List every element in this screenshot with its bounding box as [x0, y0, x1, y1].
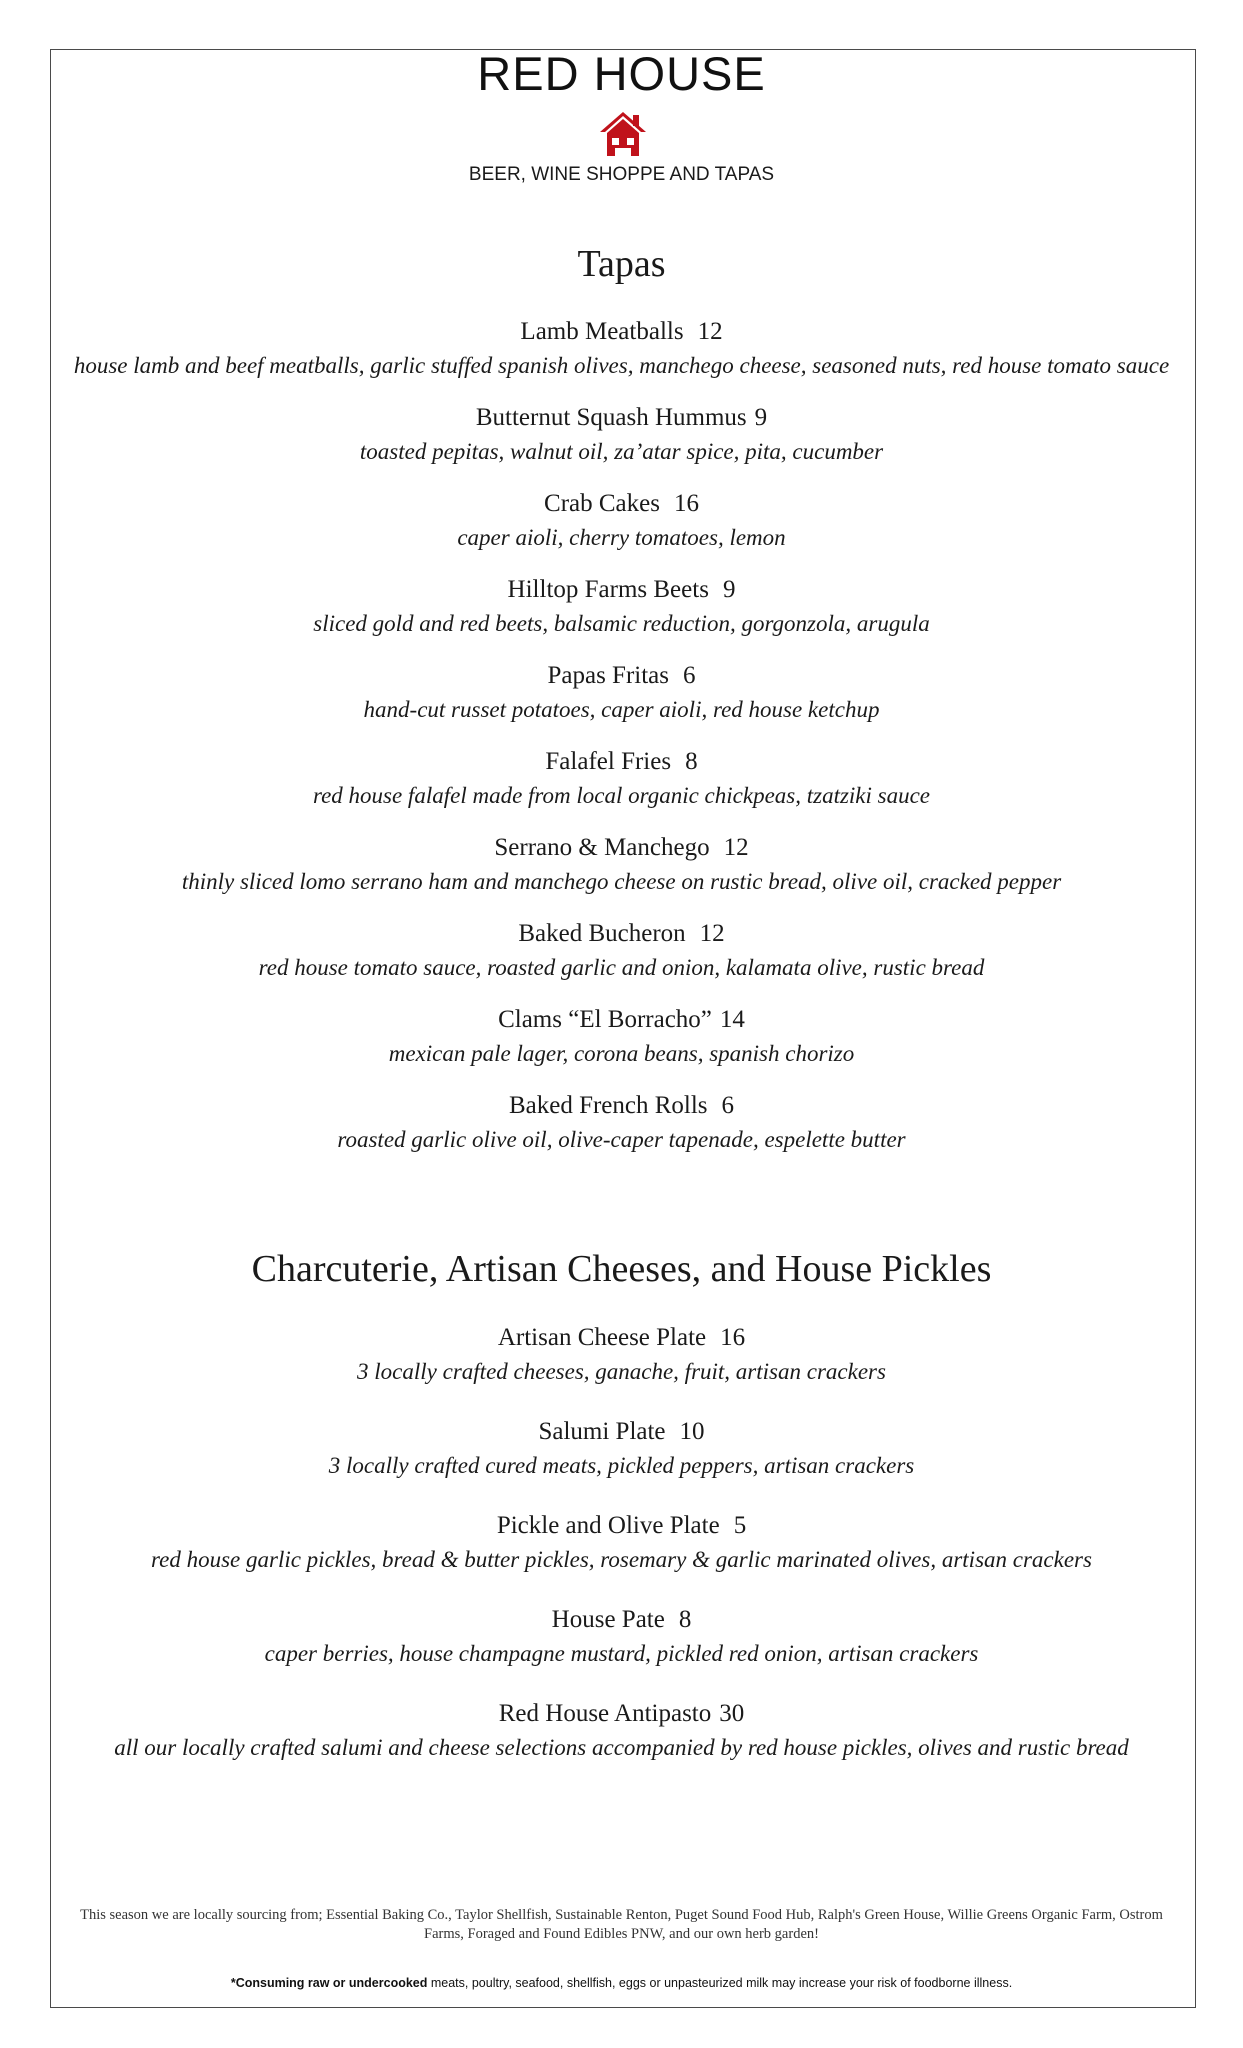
menu-item-price: 14: [719, 1006, 745, 1033]
menu-item-name: Pickle and Olive Plate 5: [496, 1512, 747, 1539]
menu-item-description: toasted pepitas, walnut oil, za’atar spice, pita, cucumber: [359, 439, 884, 464]
menu-item-price: 10: [679, 1418, 705, 1445]
menu-item-price: 8: [685, 748, 698, 775]
menu-item-price: 12: [723, 834, 749, 861]
menu-item-description: thinly sliced lomo serrano ham and manchego cheese on rustic bread, olive oil, cracked pepper: [181, 869, 1062, 894]
menu-item-price: 16: [673, 490, 699, 517]
menu-item-price: 6: [683, 662, 696, 689]
menu-item-name: Lamb Meatballs 12: [520, 318, 723, 345]
restaurant-name: RED HOUSE: [477, 47, 766, 100]
menu-item-description: 3 locally crafted cured meats, pickled peppers, artisan crackers: [328, 1453, 915, 1478]
menu-item-price: 9: [722, 576, 736, 603]
menu-item-description: red house garlic pickles, bread & butter pickles, rosemary & garlic marinated olives, artisan crackers: [151, 1547, 1092, 1572]
menu-item-name: Serrano & Manchego 12: [494, 834, 749, 861]
menu-item-description: caper berries, house champagne mustard, pickled red onion, artisan crackers: [264, 1641, 979, 1666]
menu-item-description: sliced gold and red beets, balsamic reduction, gorgonzola, arugula: [313, 611, 930, 636]
red-house-icon: [598, 110, 648, 158]
menu-item-price: 12: [699, 920, 725, 947]
menu-item-name: Clams “El Borracho” 14: [498, 1006, 745, 1033]
menu-item-name: Butternut Squash Hummus 9: [475, 404, 768, 431]
sourcing-note: This season we are locally sourcing from; Essential Baking Co., Taylor Shellfish, Sustainable Renton, Puget Sound Food Hub, Ralph's Green House, Willie Greens Organic Farm, Ostrom Farms, Foraged and Found Edibles PNW, and our own herb garden!: [80, 1907, 1163, 1942]
menu-item-price: 5: [733, 1512, 747, 1539]
menu-item-name: Falafel Fries 8: [545, 748, 698, 775]
menu-item-price: 8: [678, 1606, 692, 1633]
menu-item-description: red house falafel made from local organic chickpeas, tzatziki sauce: [312, 783, 931, 808]
menu-item-description: red house tomato sauce, roasted garlic and onion, kalamata olive, rustic bread: [258, 955, 985, 980]
menu-item-price: 30: [719, 1700, 745, 1727]
section-heading-tapas: Tapas: [577, 243, 666, 285]
menu-item-name: Baked French Rolls 6: [508, 1092, 735, 1119]
menu-item-description: roasted garlic olive oil, olive-caper tapenade, espelette butter: [337, 1127, 906, 1152]
foodborne-illness-warning: *Consuming raw or undercooked meats, poultry, seafood, shellfish, eggs or unpasteurized milk may increase your risk of foodborne illness.: [230, 1976, 1013, 1990]
menu-item-name: Hilltop Farms Beets 9: [507, 576, 736, 603]
menu-item-description: house lamb and beef meatballs, garlic stuffed spanish olives, manchego cheese, seasoned nuts, red house tomato sauce: [73, 353, 1170, 378]
menu-item-price: 6: [721, 1092, 735, 1119]
menu-item-name: Crab Cakes 16: [544, 490, 699, 517]
menu-item-price: 16: [720, 1324, 746, 1351]
section-heading-charcuterie: Charcuterie, Artisan Cheeses, and House Pickles: [251, 1248, 992, 1290]
menu-item-description: caper aioli, cherry tomatoes, lemon: [457, 525, 786, 550]
menu-item-description: all our locally crafted salumi and cheese selections accompanied by red house pickles, olives and rustic bread: [114, 1735, 1129, 1760]
restaurant-tagline: BEER, WINE SHOPPE AND TAPAS: [468, 164, 775, 185]
menu-item-name: House Pate 8: [551, 1606, 692, 1633]
menu-item-description: 3 locally crafted cheeses, ganache, fruit, artisan crackers: [357, 1359, 886, 1384]
menu-item-price: 9: [754, 404, 768, 431]
menu-item-description: mexican pale lager, corona beans, spanish chorizo: [388, 1041, 855, 1066]
menu-item-name: Artisan Cheese Plate 16: [497, 1324, 746, 1351]
menu-item-name: Salumi Plate 10: [538, 1418, 705, 1445]
menu-item-description: hand-cut russet potatoes, caper aioli, red house ketchup: [363, 697, 880, 722]
menu-item-name: Papas Fritas 6: [547, 662, 696, 689]
menu-item-name: Red House Antipasto 30: [498, 1700, 745, 1727]
menu-item-price: 12: [697, 318, 723, 345]
menu-item-name: Baked Bucheron 12: [518, 920, 725, 947]
